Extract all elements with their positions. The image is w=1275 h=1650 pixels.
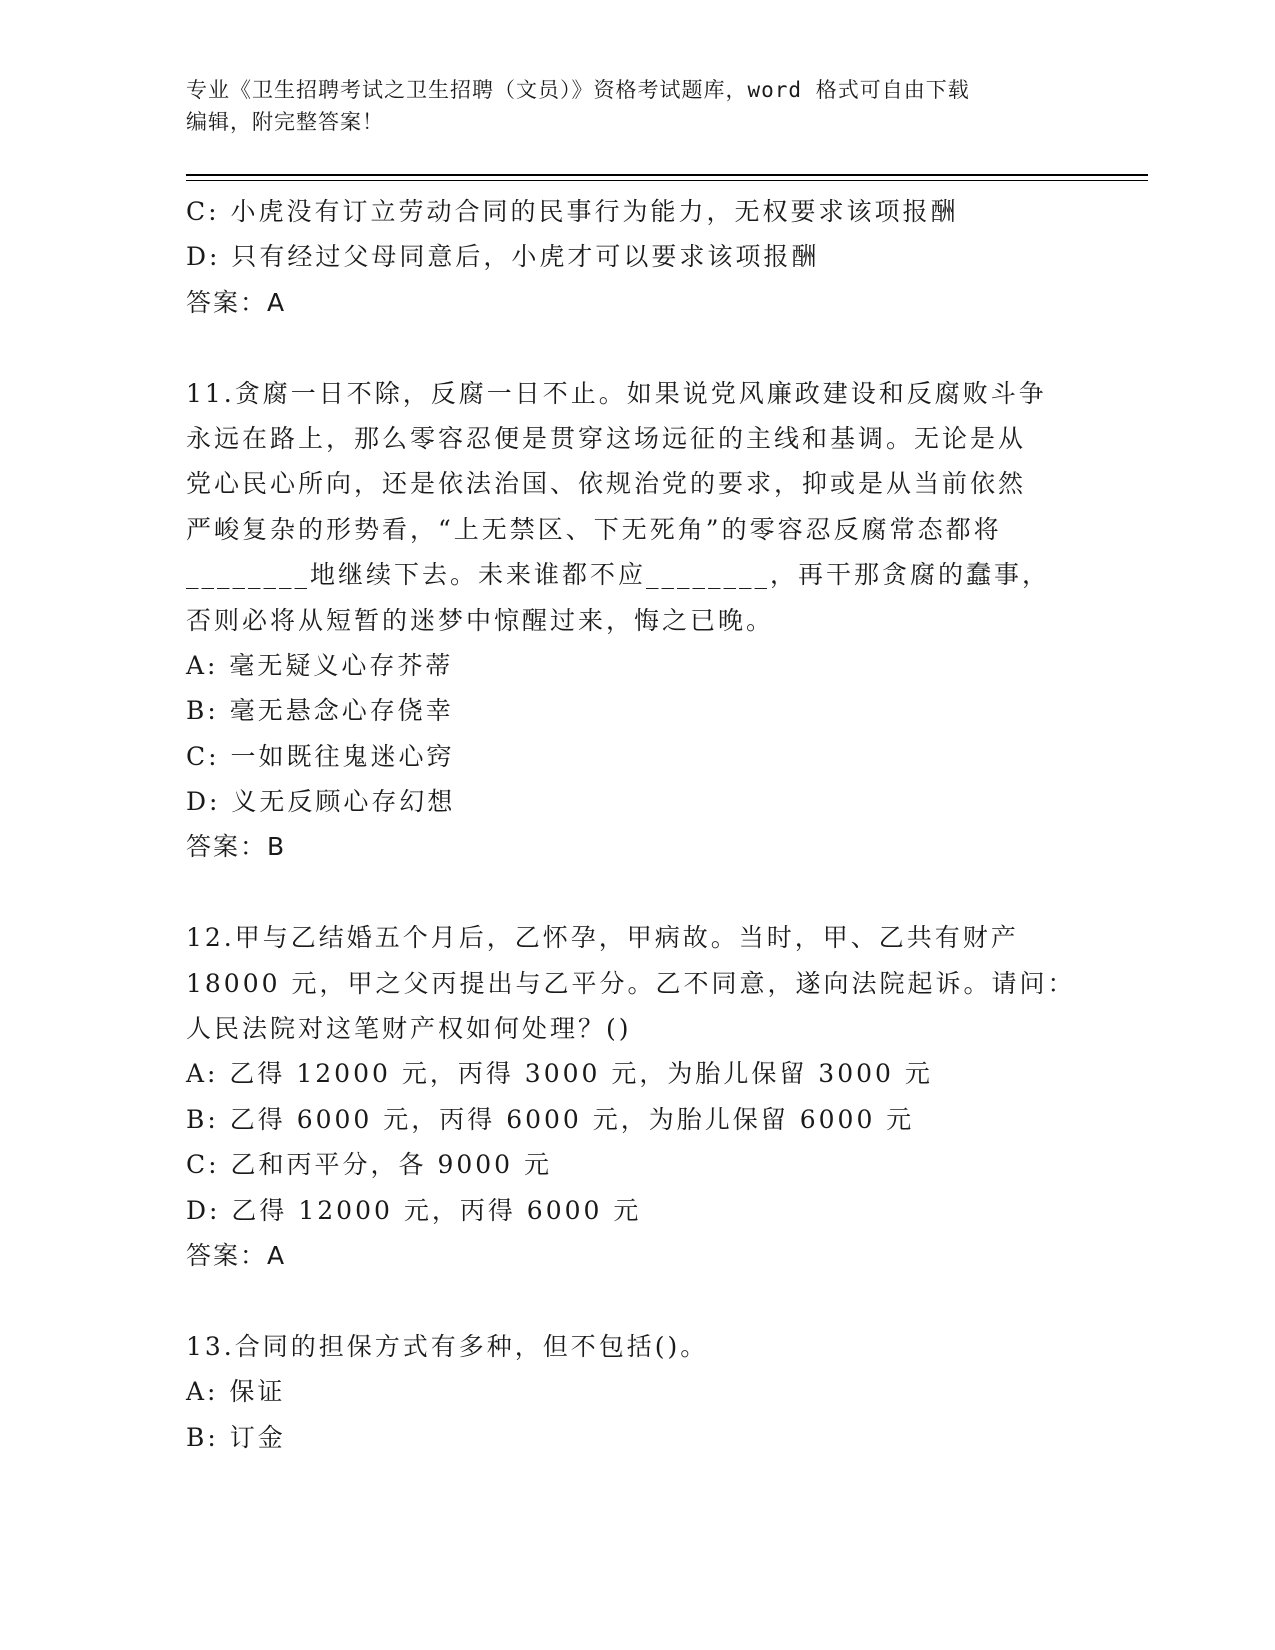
option-d: D: 乙得 12000 元，丙得 6000 元 xyxy=(186,1195,642,1225)
header-line-1: 专业《卫生招聘考试之卫生招聘（文员）》资格考试题库，word 格式可自由下载 xyxy=(186,78,970,102)
question-stem-line: 18000 元，甲之父丙提出与乙平分。乙不同意，遂向法院起诉。请问： xyxy=(186,968,1076,998)
option-a: A: 毫无疑义心存芥蒂 xyxy=(186,650,454,680)
answer: 答案：B xyxy=(186,832,287,862)
spacer xyxy=(186,325,1086,370)
header-line-2: 编辑，附完整答案！ xyxy=(186,110,384,134)
option-d: D: 只有经过父母同意后，小虎才可以要求该项报酬 xyxy=(186,242,820,272)
question-stem-line: 11.贪腐一日不除，反腐一日不止。如果说党风廉政建设和反腐败斗争 xyxy=(186,378,1047,408)
question-content xyxy=(186,189,1086,1460)
answer: 答案：A xyxy=(186,1240,287,1270)
question-stem-line: 13.合同的担保方式有多种，但不包括()。 xyxy=(186,1331,709,1361)
spacer xyxy=(186,870,1086,915)
question-12 xyxy=(186,915,1086,1278)
option-c: C: 小虎没有订立劳动合同的民事行为能力，无权要求该项报酬 xyxy=(186,197,959,226)
question-13 xyxy=(186,1324,1086,1460)
spacer xyxy=(186,1278,1086,1323)
question-stem-line: 党心民心所向，还是依法治国、依规治党的要求，抑或是从当前依然 xyxy=(186,469,1027,499)
question-10-tail xyxy=(186,189,1086,325)
header-rule-thin xyxy=(186,180,1148,181)
option-b: B: 订金 xyxy=(186,1422,286,1452)
question-stem-line: 严峻复杂的形势看，“上无禁区、下无死角”的零容忍反腐常态都将 xyxy=(186,514,1002,544)
answer: 答案：A xyxy=(186,287,287,317)
question-stem-line: 人民法院对这笔财产权如何处理？() xyxy=(186,1014,632,1044)
question-11 xyxy=(186,371,1086,870)
option-a: A: 保证 xyxy=(186,1377,286,1407)
question-stem-line: 12.甲与乙结婚五个月后，乙怀孕，甲病故。当时，甲、乙共有财产 xyxy=(186,923,1019,953)
option-c: C: 乙和丙平分，各 9000 元 xyxy=(186,1150,553,1180)
option-b: B: 毫无悬念心存侥幸 xyxy=(186,696,454,726)
header-rule-thick xyxy=(186,174,1148,176)
option-d: D: 义无反顾心存幻想 xyxy=(186,787,456,817)
question-stem-line: ________地继续下去。未来谁都不应________，再干那贪腐的蠢事， xyxy=(186,560,1051,590)
option-b: B: 乙得 6000 元，丙得 6000 元，为胎儿保留 6000 元 xyxy=(186,1104,915,1134)
option-a: A: 乙得 12000 元，丙得 3000 元，为胎儿保留 3000 元 xyxy=(186,1059,933,1089)
option-c: C: 一如既往鬼迷心窍 xyxy=(186,741,455,771)
question-stem-line: 永远在路上，那么零容忍便是贯穿这场远征的主线和基调。无论是从 xyxy=(186,423,1027,453)
page-header xyxy=(186,74,1066,138)
question-stem-line: 否则必将从短暂的迷梦中惊醒过来，悔之已晚。 xyxy=(186,605,775,635)
